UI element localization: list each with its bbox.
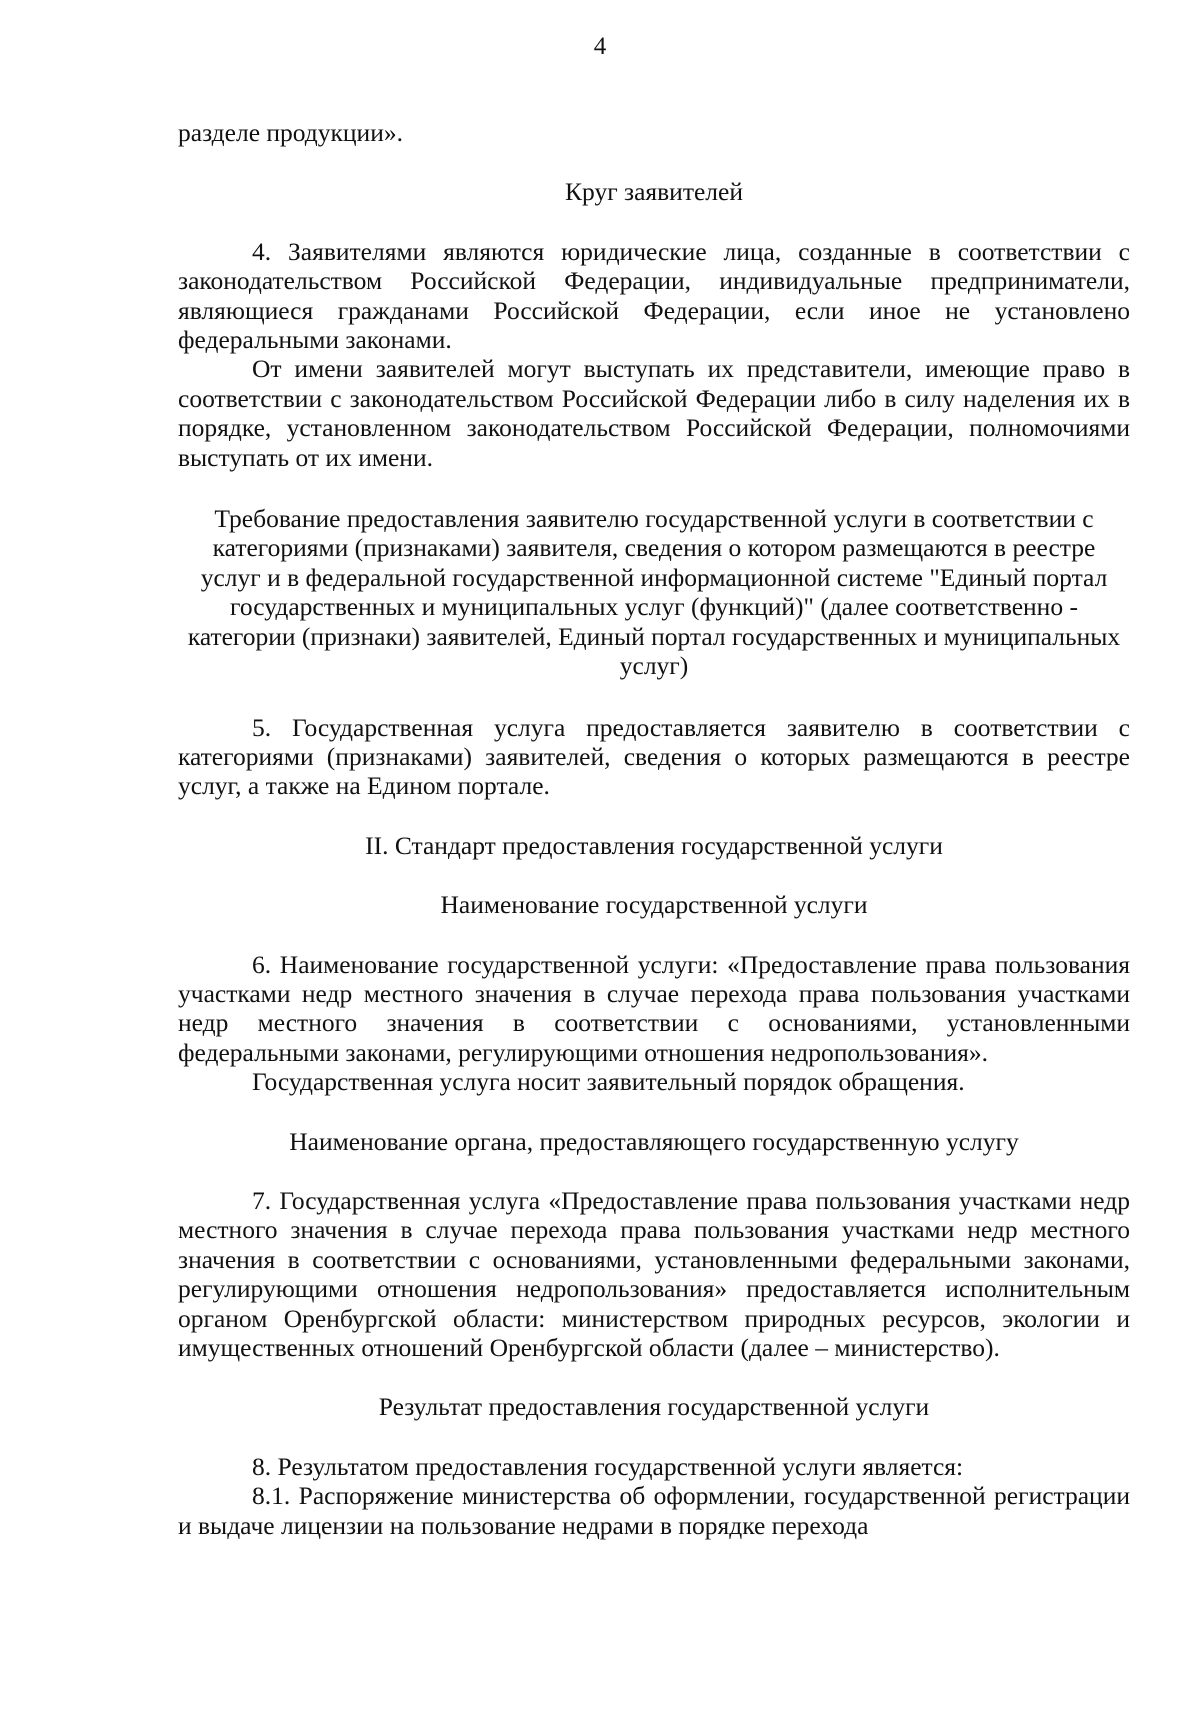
paragraph-7: 7. Государственная услуга «Предоставление права пользования участками недр местного значения в случае перехода права пользования участками недр местного значения в соответствии с основаниями, установленными федеральными законами, регулирующими отношения недропользования» предоставляется исполнительным органом Оренбургской области: министерством природных ресурсов, экологии и имущественных отношений Оренбургской области (далее – министерство). (178, 1185, 1130, 1362)
paragraph-6: 6. Наименование государственной услуги: «Предоставление права пользования участками недр местного значения в случае перехода права пользования участками недр местного значения в соответствии с основаниями, установленными федеральными законами, регулирующими отношения недропользования». (178, 949, 1130, 1067)
heading-requirement: Требование предоставления заявителю государственной услуги в соответствии с категориями (признаками) заявителя, сведения о котором размещаются в реестре услуг и в федеральной государственной информационной системе "Единый портал государственных и муниципальных услуг (функций)" (далее соответственно - категории (признаки) заявителей, Единый портал государственных и муниципальных услуг) (187, 504, 1121, 681)
heading-authority: Наименование органа, предоставляющего государственную услугу (289, 1126, 1019, 1156)
paragraph-4: 4. Заявителями являются юридические лица, созданные в соответствии с законодательством Российской Федерации, индивидуальные предприниматели, являющиеся гражданами Российской Федерации, если иное не установлено федеральными законами. (178, 236, 1130, 355)
paragraph-intro-tail: разделе продукции». (178, 118, 403, 147)
heading-applicants: Круг заявителей (565, 177, 743, 207)
heading-section-2: II. Стандарт предоставления государственной услуги (365, 830, 943, 860)
paragraph-8: 8. Результатом предоставления государственной услуги является: (252, 1451, 964, 1481)
paragraph-5: 5. Государственная услуга предоставляется заявителю в соответствии с категориями (признаками) заявителей, сведения о которых размещаются в реестре услуг, а также на Едином портале. (178, 712, 1130, 801)
heading-service-name: Наименование государственной услуги (440, 890, 868, 920)
paragraph-6-order: Государственная услуга носит заявительный порядок обращения. (252, 1067, 965, 1097)
page-number: 4 (593, 33, 607, 60)
paragraph-4-representatives: От имени заявителей могут выступать их представители, имеющие право в соответствии с законодательством Российской Федерации либо в силу наделения их в порядке, установленном законодательством Российской Федерации, полномочиями выступать от их имени. (178, 354, 1130, 472)
paragraph-8-1: 8.1. Распоряжение министерства об оформлении, государственной регистрации и выдаче лицензии на пользование недрами в порядке перехода (178, 1481, 1130, 1540)
document-body (178, 118, 1130, 1540)
heading-result: Результат предоставления государственной услуги (378, 1392, 930, 1422)
